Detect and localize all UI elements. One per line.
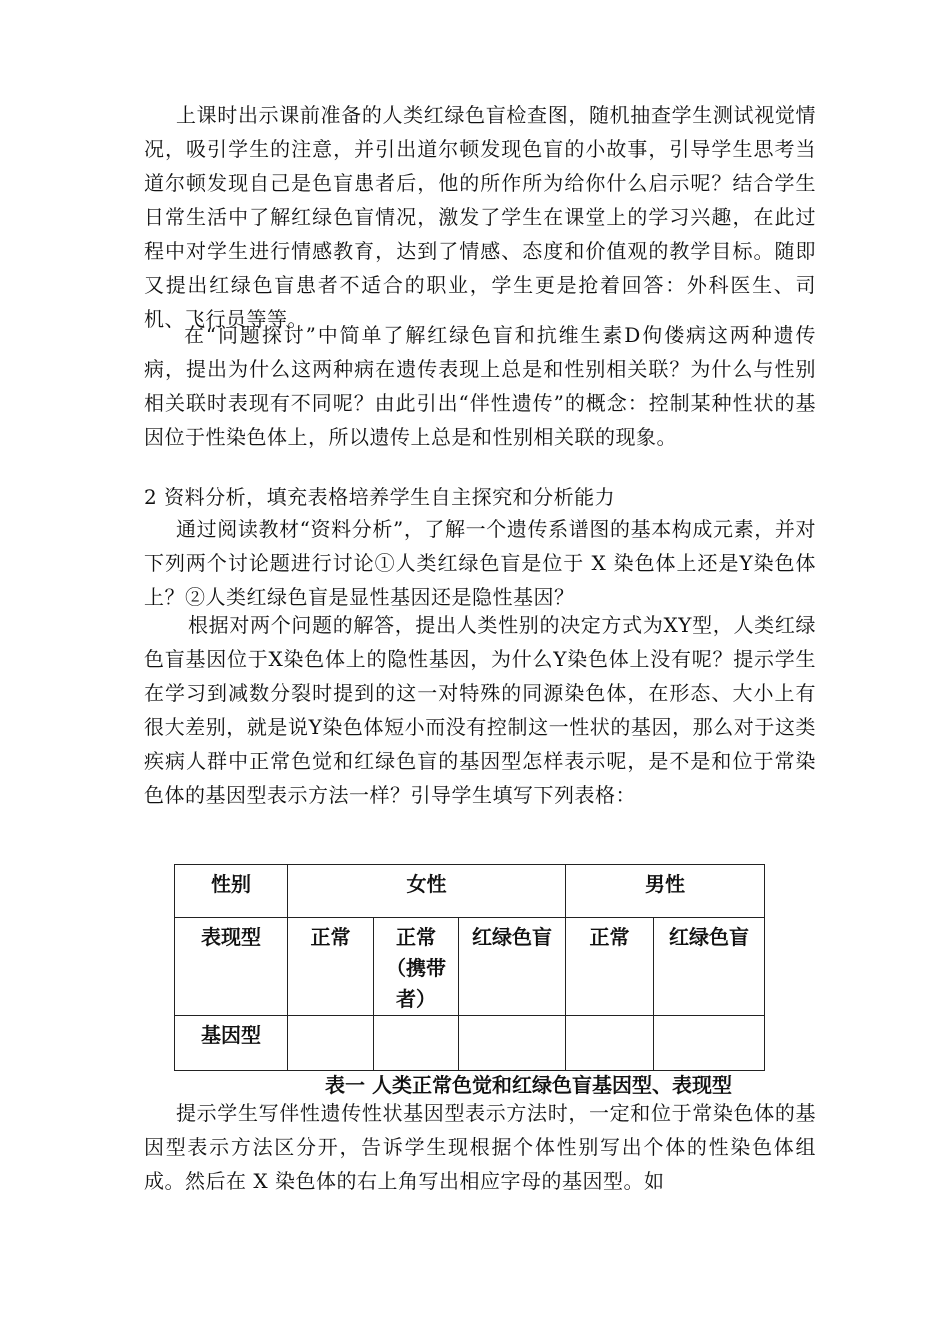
- table-row-sex: [175, 865, 765, 918]
- table-row-phenotype: [175, 918, 765, 1016]
- column-group-female: 女性: [288, 865, 566, 918]
- row-header-phenotype: 表现型: [175, 918, 288, 1016]
- row-header-sex: 性别: [175, 865, 288, 918]
- row-header-genotype: 基因型: [175, 1016, 288, 1071]
- table-cell: 正常: [566, 918, 654, 1016]
- paragraph-intro: 上课时出示课前准备的人类红绿色盲检查图，随机抽查学生测试视觉情况，吸引学生的注意，并引出道尔顿发现色盲的小故事，引导学生思考当道尔顿发现自己是色盲患者后，他的所作所为给你什么启示呢？结合学生日常生活中了解红绿色盲情况，激发了学生在课堂上的学习兴趣，在此过程中对学生进行情感教育，达到了情感、态度和价值观的教学目标。随即又提出红绿色盲患者不适合的职业，学生更是抢着回答：外科医生、司机、飞行员等等。: [144, 103, 816, 331]
- column-group-male: 男性: [566, 865, 765, 918]
- table-cell: 正常: [288, 918, 374, 1016]
- table-row-genotype: [175, 1016, 765, 1071]
- table-cell-empty: [288, 1016, 374, 1071]
- table-cell-empty: [566, 1016, 654, 1071]
- table-cell-empty: [654, 1016, 765, 1071]
- table-cell: 正常（携带者）: [374, 918, 459, 1016]
- paragraph-data-analysis: 通过阅读教材“资料分析”，了解一个遗传系谱图的基本构成元素，并对下列两个讨论题进行讨论①人类红绿色盲是位于 X 染色体上还是Y染色体上？②人类红绿色盲是显性基因还是隐性基因？: [144, 517, 816, 609]
- paragraph-notation-hint: 提示学生写伴性遗传性状基因型表示方法时，一定和位于常染色体的基因型表示方法区分开，告诉学生现根据个体性别写出个体的性染色体组成。然后在 X 染色体的右上角写出相应字母的基因型。如: [144, 1101, 816, 1193]
- genotype-table-wrapper: [174, 864, 764, 1071]
- table-cell-empty: [374, 1016, 459, 1071]
- table-cell: 红绿色盲: [459, 918, 566, 1016]
- section-heading: 2 资料分析，填充表格培养学生自主探究和分析能力: [144, 485, 616, 509]
- paragraph-problem-discussion: 在“问题探讨”中简单了解红绿色盲和抗维生素D佝偻病这两种遗传病，提出为什么这两种病在遗传表现上总是和性别相关联？为什么与性别相关联时表现有不同呢？由此引出“伴性遗传”的概念：控制某种性状的基因位于性染色体上，所以遗传上总是和性别相关联的现象。: [144, 323, 816, 449]
- table-caption: 表一 人类正常色觉和红绿色盲基因型、表现型: [325, 1073, 732, 1097]
- genotype-phenotype-table: [174, 864, 765, 1071]
- table-cell: 红绿色盲: [654, 918, 765, 1016]
- paragraph-xy-explanation: 根据对两个问题的解答，提出人类性别的决定方式为XY型，人类红绿色盲基因位于X染色体上的隐性基因，为什么Y染色体上没有呢？提示学生在学习到减数分裂时提到的这一对特殊的同源染色体，在形态、大小上有很大差别，就是说Y染色体短小而没有控制这一性状的基因，那么对于这类疾病人群中正常色觉和红绿色盲的基因型怎样表示呢，是不是和位于常染色体的基因型表示方法一样？引导学生填写下列表格：: [144, 613, 816, 807]
- table-cell-empty: [459, 1016, 566, 1071]
